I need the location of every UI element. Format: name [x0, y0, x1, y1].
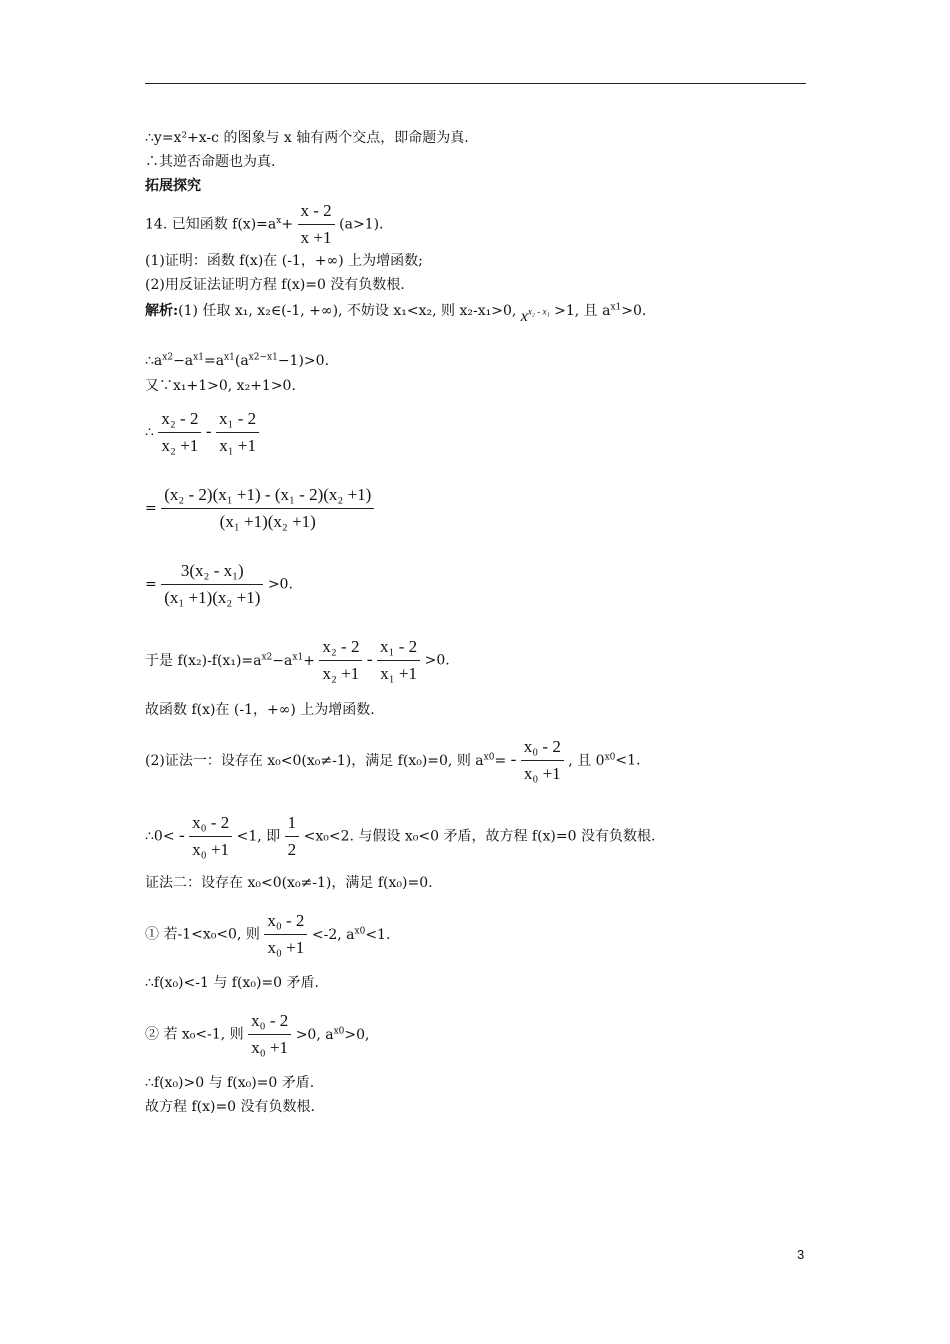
case-1-conclusion: ∴f(x₀)<-1 与 f(x₀)=0 矛盾.: [145, 975, 319, 991]
page-number: 3: [797, 1247, 805, 1262]
equals-sign: =: [145, 500, 157, 517]
denominator: x₀ +1: [251, 1038, 289, 1057]
plus-sign: +: [281, 216, 294, 233]
superscript: x1: [610, 302, 622, 313]
comparison: >0.: [267, 576, 293, 593]
fraction: [264, 910, 307, 959]
numerator: 3(x₂ - x₁): [161, 560, 263, 585]
numerator: x₁ - 2: [216, 408, 259, 433]
fraction-half: [285, 812, 300, 861]
problem-14: [145, 200, 384, 249]
text-line: ∴其逆否命题也为真.: [145, 154, 276, 170]
solution-text: (1) 任取 x₁, x₂∈(-1, +∞), 不妨设 x₁<x₂, 则 x₂-x₁>0,: [178, 303, 517, 319]
minus-sign: -: [510, 749, 517, 769]
text-line: ∴y=x²+x-c 的图象与 x 轴有两个交点，即命题为真.: [145, 130, 469, 146]
denominator: x₁ +1: [219, 436, 256, 455]
therefore-sign: ∴: [145, 424, 154, 441]
proof-text: <x₀<2. 与假设 x₀<0 矛盾，故方程 f(x)=0 没有负数根.: [303, 828, 656, 845]
numerator: 1: [285, 812, 300, 837]
numerator: (x₂ - 2)(x₁ +1) - (x₁ - 2)(x₂ +1): [161, 484, 374, 509]
question-1: (1)证明：函数 f(x)在 (-1，+∞) 上为增函数;: [145, 253, 423, 269]
denominator: x₀ +1: [267, 938, 305, 957]
text-line: 又∵x₁+1>0, x₂+1>0.: [145, 378, 296, 394]
solution-label: 解析:: [145, 303, 179, 319]
numerator: x₀ - 2: [521, 736, 564, 761]
proof-method-2: 证法二：设存在 x₀<0(x₀≠-1)，满足 f(x₀)=0.: [145, 875, 433, 891]
fraction: [248, 1010, 291, 1059]
case-1: ① 若-1<x₀<0, 则 $\frac{\text{x₀ - 2}}{\text{x₀ +1}}$ <-2, $a^{x0}<1$.: [145, 911, 391, 957]
proof-method-1: (2)证法一：设存在 x₀<0(x₀≠-1)，满足 f(x₀)=0, 则 $a^{x0}=$ - $\frac{\text{x₀ - 2}}{\text{x₀ +1}}$ , 且 $0^{x0}<1$.: [145, 737, 641, 783]
fraction: [161, 560, 263, 609]
denominator: 2: [287, 840, 297, 859]
fraction: [377, 636, 420, 685]
case-2-conclusion: ∴f(x₀)>0 与 f(x₀)=0 矛盾.: [145, 1075, 315, 1091]
case-2: ② 若 x₀<-1, 则 $\frac{\text{x₀ - 2}}{\text{x₀ +1}}$ >0, $a^{x0}>0$,: [145, 1011, 370, 1057]
minus-sign: -: [366, 649, 373, 669]
fraction: [189, 812, 232, 861]
case-text: ② 若 x₀<-1, 则: [145, 1026, 244, 1043]
comparison: >0.: [424, 652, 450, 669]
power-expression: $x^{x_2 - x_1}$: [520, 306, 550, 325]
problem-text: (a>1).: [339, 216, 384, 233]
fraction: [161, 484, 374, 533]
numerator: x₀ - 2: [248, 1010, 291, 1035]
question-2: (2)用反证法证明方程 f(x)=0 没有负数根.: [145, 277, 405, 293]
denominator: x₀ +1: [523, 764, 561, 783]
minus-sign: -: [205, 421, 212, 441]
fraction: [298, 200, 335, 249]
final-conclusion: 故方程 f(x)=0 没有负数根.: [145, 1099, 315, 1115]
solution-text: >0.: [621, 303, 647, 319]
case-text: ① 若-1<x₀<0, 则: [145, 926, 260, 943]
expanded-fraction: [145, 484, 374, 533]
fraction: [158, 408, 201, 457]
proof-method-1-continued: [145, 812, 655, 861]
fraction: [521, 736, 564, 785]
numerator: x₁ - 2: [377, 636, 420, 661]
then-line: 于是 $f(x_2)-f(x_1)=a^{x2}-a^{x1}+$ $\frac{\text{x₂ - 2}}{\text{x₂ +1}}$ - $\frac{\text{x₁ - 2}}{\text{x₁ +1}}$ >0.: [145, 637, 450, 683]
numerator: x₂ - 2: [158, 408, 201, 433]
solution-text: >1, 且 a: [554, 303, 611, 319]
denominator: x₂ +1: [161, 436, 199, 455]
denominator: x₀ +1: [192, 840, 230, 859]
fraction: [216, 408, 259, 457]
solution-line: [145, 301, 647, 325]
superscript: x: [276, 215, 282, 226]
numerator: x₀ - 2: [264, 910, 307, 935]
minus-sign: -: [179, 825, 185, 845]
problem-text: 14. 已知函数 f(x)=a: [145, 216, 277, 233]
denominator: (x₁ +1)(x₂ +1): [164, 588, 261, 607]
text-line: $\therefore a^{x2}-a^{x1}=a^{x1}(a^{x2-x1}-1)>0$.: [145, 352, 330, 369]
fraction: [319, 636, 362, 685]
denominator: (x₁ +1)(x₂ +1): [219, 512, 316, 531]
denominator: x₂ +1: [322, 664, 360, 683]
denominator: x₁ +1: [380, 664, 417, 683]
proof-text: ∴0<: [145, 828, 175, 845]
section-heading: 拓展探究: [145, 178, 201, 194]
result-fraction: [145, 560, 293, 609]
fraction-difference: [145, 408, 259, 457]
header-rule: [145, 83, 806, 84]
equals-sign: =: [145, 576, 157, 593]
conclusion-line: 故函数 f(x)在 (-1，+∞) 上为增函数.: [145, 702, 375, 718]
numerator: x - 2: [298, 200, 335, 225]
numerator: x₀ - 2: [189, 812, 232, 837]
denominator: x +1: [300, 228, 332, 247]
numerator: x₂ - 2: [319, 636, 362, 661]
proof-text: <1, 即: [236, 828, 281, 845]
